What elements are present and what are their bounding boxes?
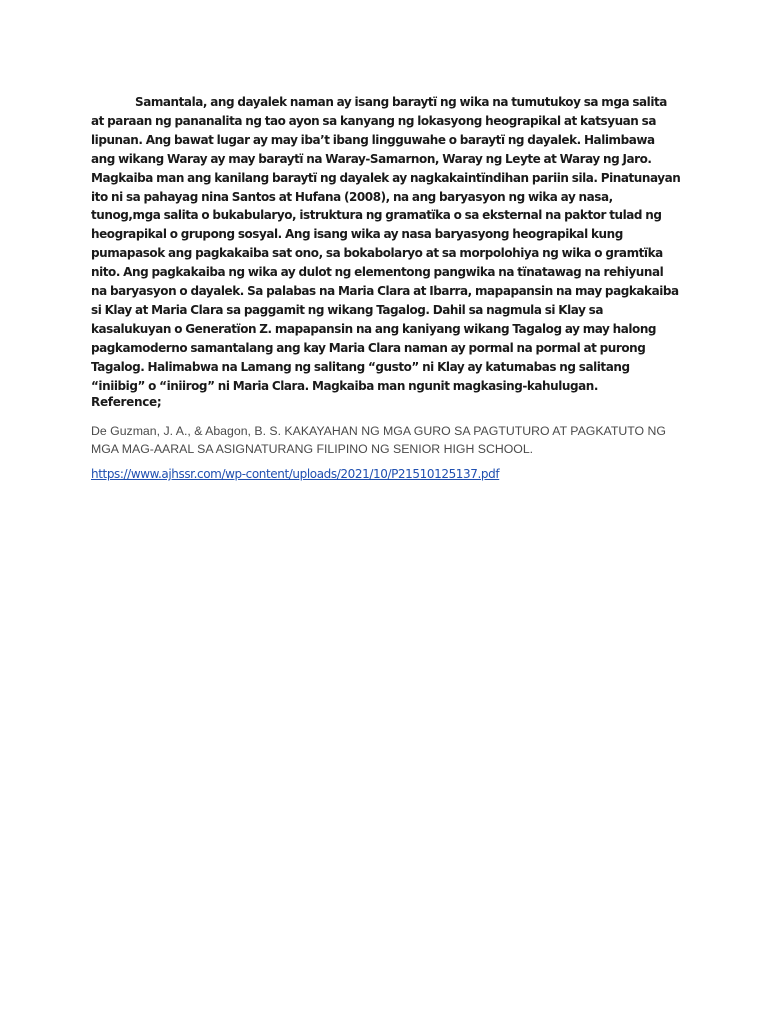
- reference-heading: Reference;: [91, 395, 162, 409]
- reference-link[interactable]: https://www.ajhssr.com/wp-content/uploads/2021/10/P21510125137.pdf: [91, 467, 500, 481]
- reference-citation: De Guzman, J. A., & Abagon, B. S. KAKAYAHAN NG MGA GURO SA PAGTUTURO AT PAGKATUTO NG MGA MAG-AARAL SA ASIGNATURANG FILIPINO NG SENIOR HIGH SCHOOL.: [91, 424, 666, 456]
- body-paragraph: Samantala, ang dayalek naman ay isang baraytï ng wika na tumutukoy sa mga salita at paraan ng pananalita ng tao ayon sa kanyang ng lokasyong heograpikal at katsyuan sa lipunan. Ang bawat lugar ay may iba’t ibang lingguwahe o baraytï ng dayalek. Halimbawa ang wikang Waray ay may baraytï na Waray-Samarnon, Waray ng Leyte at Waray ng Jaro. Magkaiba man ang kanilang baraytï ng dayalek ay nagkakaintïndihan pariin sila. Pinatunayan ito ni sa pahayag nina Santos at Hufana (2008), na ang baryasyon ng wika ay nasa, tunog,mga salita o bukabularyo, istruktura ng gramatïka o sa eksternal na paktor tulad ng heograpikal o grupong sosyal. Ang isang wika ay nasa baryasyong heograpikal kung pumapasok ang pagkakaiba sat ono, sa bokabolaryo at sa morpolohiya ng wika o gramtïka nito. Ang pagkakaiba ng wika ay dulot ng elementong pangwika na tïnatawag na rehiyunal na baryasyon o dayalek. Sa palabas na Maria Clara at Ibarra, mapapansin na may pagkakaiba si Klay at Maria Clara sa paggamit ng wikang Tagalog. Dahil sa nagmula si Klay sa kasalukuyan o Generatïon Z. mapapansin na ang kaniyang wikang Tagalog ay may halong pagkamoderno samantalang ang kay Maria Clara naman ay pormal na pormal at purong Tagalog. Halimabwa na Lamang ng salitang “gusto” ni Klay ay katumabas ng salitang “iniibig” o “iniirog” ni Maria Clara. Magkaiba man ngunit magkasing-kahulugan.: [91, 95, 681, 393]
